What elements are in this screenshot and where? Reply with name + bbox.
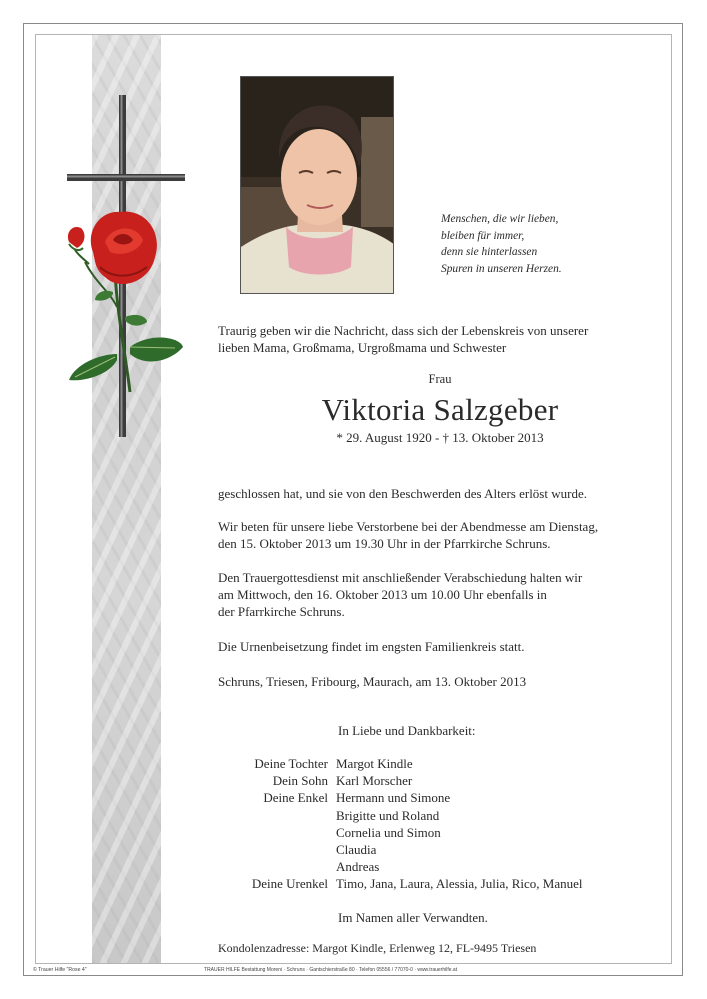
mass-line-1: Wir beten für unsere liebe Verstorbene bei der Abendmesse am Dienstag, [218, 519, 599, 534]
family-names: Timo, Jana, Laura, Alessia, Julia, Rico, Manuel [336, 876, 583, 892]
closing-text: geschlossen hat, und sie von den Beschwerden des Alters erlöst wurde. [218, 486, 587, 501]
family-relation [218, 841, 336, 858]
memorial-quote [441, 211, 671, 277]
quote-line: Menschen, die wir lieben, [441, 213, 559, 225]
cross-with-rose-icon [55, 92, 190, 442]
footer-copyright: © Trauer Hilfe "Rose 4" [33, 967, 87, 973]
quote-line: bleiben für immer, [441, 229, 525, 242]
family-row [218, 824, 668, 841]
family-names: Claudia [336, 842, 377, 858]
family-relation: Deine Tochter [254, 756, 328, 771]
family-names: Karl Morscher [336, 773, 413, 789]
life-dates: * 29. August 1920 - † 13. Oktober 2013 [336, 430, 544, 445]
deceased-name: Viktoria Salzgeber [321, 392, 559, 427]
family-row [218, 875, 668, 892]
family-relation: Deine Enkel [263, 790, 328, 806]
family-relation [218, 807, 336, 824]
family-relation [218, 858, 336, 875]
salutation: Frau [428, 372, 452, 386]
funeral-line-2: am Mittwoch, den 16. Oktober 2013 um 10.00 Uhr ebenfalls in [218, 587, 547, 602]
family-names: Andreas [336, 859, 380, 875]
intro-line-2: lieben Mama, Großmama, Urgroßmama und Schwester [218, 340, 507, 355]
family-row [218, 841, 668, 858]
family-names: Brigitte und Roland [336, 807, 440, 823]
quote-line: Spuren in unseren Herzen. [441, 262, 562, 275]
family-relation [218, 824, 336, 841]
family-relation: Deine Urenkel [251, 876, 328, 892]
funeral-line-1: Den Trauergottesdienst mit anschließender Verabschiedung halten wir [218, 570, 583, 585]
place-date: Schruns, Triesen, Fribourg, Maurach, am 13. Oktober 2013 [218, 674, 527, 689]
family-heading: In Liebe und Dankbarkeit: [338, 723, 476, 738]
family-relation: Dein Sohn [272, 773, 328, 789]
family-row [218, 789, 668, 806]
urn-text: Die Urnenbeisetzung findet im engsten Familienkreis statt. [218, 639, 525, 654]
intro-line-1: Traurig geben wir die Nachricht, dass sich der Lebenskreis von unserer [218, 323, 589, 338]
relatives-line: Im Namen aller Verwandten. [338, 910, 488, 925]
family-row [218, 755, 668, 772]
quote-line: denn sie hinterlassen [441, 246, 538, 258]
family-row [218, 807, 668, 824]
portrait-photo [240, 76, 394, 294]
family-names: Cornelia und Simon [336, 824, 441, 840]
condolence-address: Kondolenzadresse: Margot Kindle, Erlenweg 12, FL-9495 Triesen [218, 941, 537, 955]
family-row [218, 858, 668, 875]
mass-line-2: den 15. Oktober 2013 um 19.30 Uhr in der Pfarrkirche Schruns. [218, 536, 551, 551]
footer-imprint: TRAUER HILFE Bestattung Moreni · Schruns · Gantschierstraße 80 · Telefon 05556 / 77070-0 · www.trauerhilfe.at [204, 967, 458, 973]
family-names: Margot Kindle [336, 756, 413, 771]
family-row [218, 772, 668, 789]
family-list [218, 755, 668, 893]
funeral-line-3: der Pfarrkirche Schruns. [218, 604, 345, 619]
family-names: Hermann und Simone [336, 790, 451, 806]
